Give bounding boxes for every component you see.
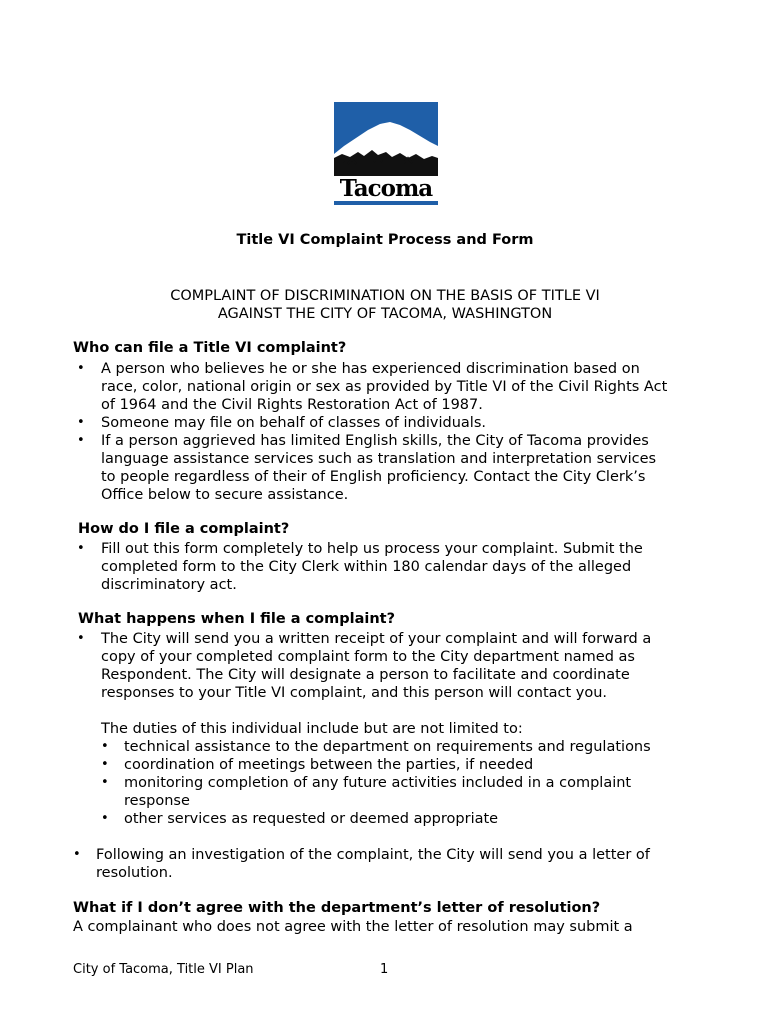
- text-line: Fill out this form completely to help us process your complaint. Submit the: [101, 541, 643, 557]
- bullet-icon: •: [77, 415, 85, 430]
- bullet-icon: •: [101, 739, 109, 754]
- bullet-icon: •: [73, 847, 81, 862]
- duty-item: coordination of meetings between the parties, if needed: [124, 757, 534, 773]
- bullet-icon: •: [77, 631, 85, 646]
- footer-left: City of Tacoma, Title VI Plan: [73, 962, 254, 977]
- text-line: completed form to the City Clerk within 180 calendar days of the alleged: [101, 559, 632, 575]
- duty-item: monitoring completion of any future activities included in a complaint: [124, 775, 632, 791]
- text-line: A person who believes he or she has experienced discrimination based on: [101, 361, 640, 377]
- bullet-icon: •: [77, 433, 85, 448]
- text-line: The City will send you a written receipt of your complaint and will forward a: [101, 631, 652, 647]
- duty-item: technical assistance to the department on requirements and regulations: [124, 739, 651, 755]
- text-line: Following an investigation of the complaint, the City will send you a letter of: [96, 847, 650, 863]
- section-heading-what-happens: What happens when I file a complaint?: [78, 611, 396, 627]
- subtitle-line-1: COMPLAINT OF DISCRIMINATION ON THE BASIS OF TITLE VI: [170, 288, 600, 304]
- page-title: Title VI Complaint Process and Form: [236, 232, 534, 248]
- duties-intro: The duties of this individual include but are not limited to:: [101, 721, 523, 737]
- bullet-icon: •: [101, 775, 109, 790]
- text-line: Someone may file on behalf of classes of individuals.: [101, 415, 487, 431]
- text-line: If a person aggrieved has limited English skills, the City of Tacoma provides: [101, 433, 649, 449]
- text-line: race, color, national origin or sex as provided by Title VI of the Civil Rights Act: [101, 379, 668, 395]
- page-number: 1: [380, 962, 389, 977]
- text-line: responses to your Title VI complaint, and this person will contact you.: [101, 685, 608, 701]
- bullet-icon: •: [77, 541, 85, 556]
- text-line: A complainant who does not agree with the letter of resolution may submit a: [73, 919, 633, 935]
- text-line: copy of your completed complaint form to the City department named as: [101, 649, 635, 665]
- text-line: to people regardless of their of English proficiency. Contact the City Clerk’s: [101, 469, 646, 485]
- section-heading-who: Who can file a Title VI complaint?: [73, 340, 347, 356]
- subtitle-line-2: AGAINST THE CITY OF TACOMA, WASHINGTON: [217, 306, 553, 322]
- logo-text: Tacoma: [339, 175, 433, 202]
- tacoma-logo: [334, 102, 438, 214]
- bullet-icon: •: [101, 811, 109, 826]
- section-heading-how: How do I file a complaint?: [78, 521, 290, 537]
- text-line: Office below to secure assistance.: [101, 487, 349, 503]
- text-line: Respondent. The City will designate a person to facilitate and coordinate: [101, 667, 630, 683]
- bullet-icon: •: [101, 757, 109, 772]
- duty-item-cont: response: [124, 793, 190, 809]
- bullet-icon: •: [77, 361, 85, 376]
- duty-item: other services as requested or deemed appropriate: [124, 811, 499, 827]
- text-line: of 1964 and the Civil Rights Restoration Act of 1987.: [101, 397, 483, 413]
- text-line: language assistance services such as translation and interpretation services: [101, 451, 657, 467]
- text-line: discriminatory act.: [101, 577, 237, 593]
- text-line: resolution.: [96, 865, 173, 881]
- section-heading-disagree: What if I don’t agree with the department’s letter of resolution?: [73, 900, 601, 916]
